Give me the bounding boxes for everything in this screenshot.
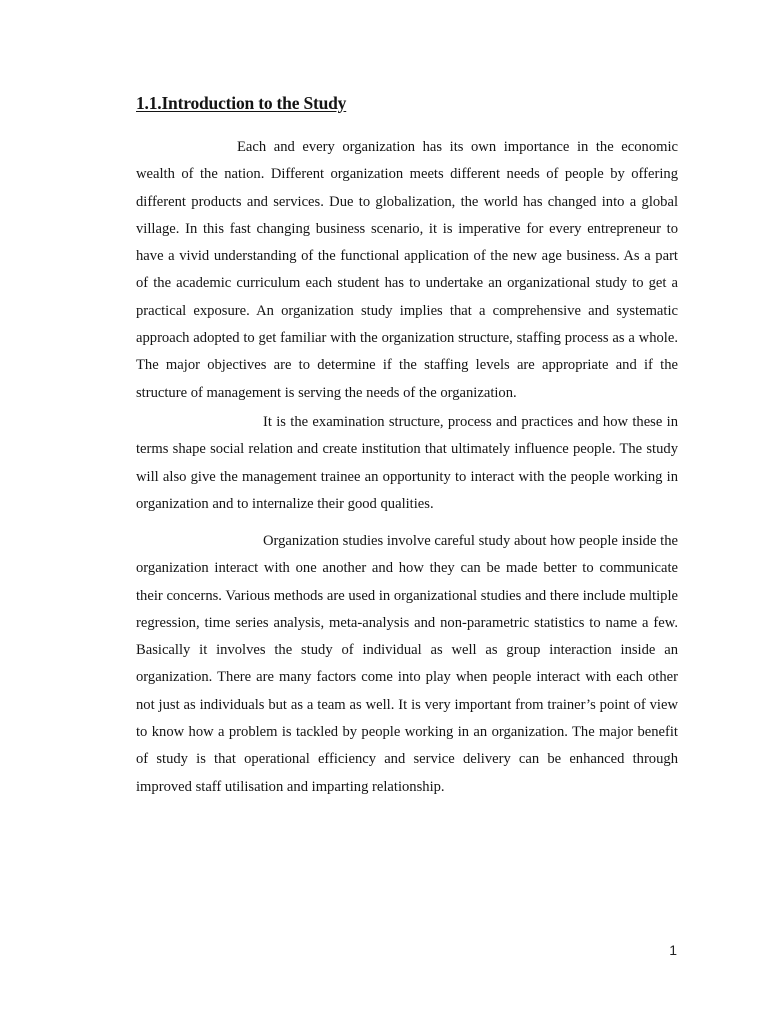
section-heading: 1.1.Introduction to the Study bbox=[136, 93, 347, 113]
page-number: 1 bbox=[669, 942, 677, 958]
paragraph-2: It is the examination structure, process and practices and how these in terms shape social relation and create institution that ultimately influence people. The study will also give the management trainee an opportunity to interact with the people working in organization and to internalize their good qualities. bbox=[136, 414, 678, 512]
paragraph-1: Each and every organization has its own importance in the economic wealth of the nation. Different organization meets different needs of people by offering different products and services. Due to globalization, the world has changed into a global village. In this fast changing business scenario, it is imperative for every entrepreneur to have a vivid understanding of the functional application of the new age business. As a part of the academic curriculum each student has to undertake an organizational study to get a practical exposure. An organization study implies that a comprehensive and systematic approach adopted to get familiar with the organization structure, staffing process as a whole. The major objectives are to determine if the staffing levels are appropriate and if the structure of management is serving the needs of the organization. bbox=[136, 139, 678, 401]
paragraph-3: Organization studies involve careful study about how people inside the organization interact with one another and how they can be made better to communicate their concerns. Various methods are used in organizational studies and there include multiple regression, time series analysis, meta-analysis and non-parametric statistics to name a few. Basically it involves the study of individual as well as group interaction inside an organization. There are many factors come into play when people interact with each other not just as individuals but as a team as well. It is very important from trainer’s point of view to know how a problem is tackled by people working in an organization. The major benefit of study is that operational efficiency and service delivery can be enhanced through improved staff utilisation and imparting relationship. bbox=[136, 533, 678, 795]
